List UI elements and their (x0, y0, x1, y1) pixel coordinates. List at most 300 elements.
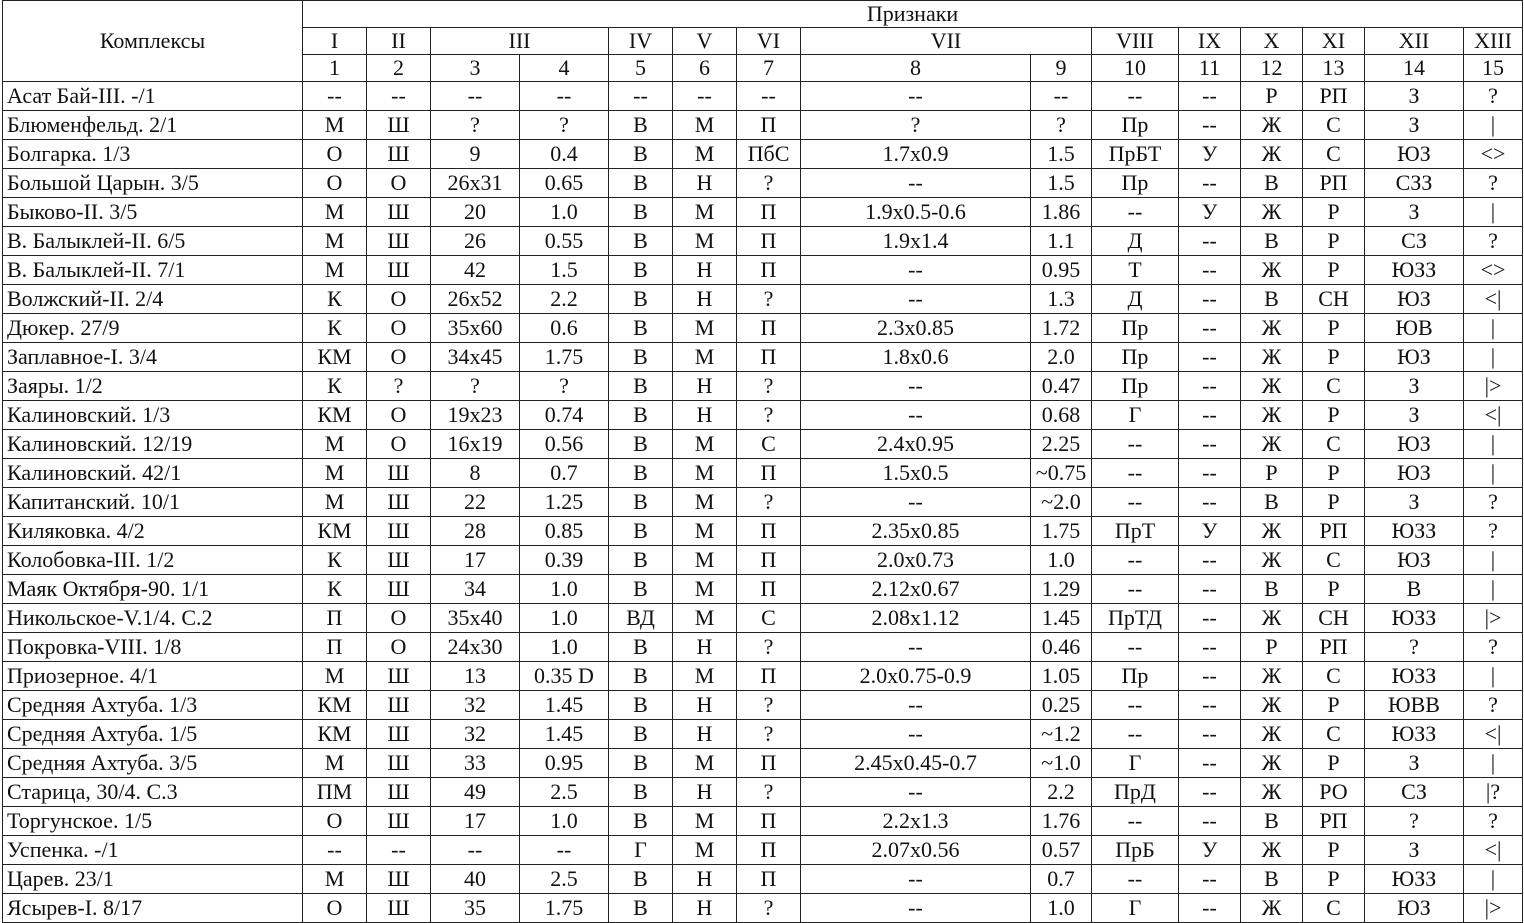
feature-cell-13: Р (1303, 314, 1365, 343)
feature-cell-8: -- (801, 720, 1031, 749)
feature-cell-6: Н (673, 633, 737, 662)
feature-cell-2: Ш (367, 720, 431, 749)
feature-cell-11: -- (1179, 575, 1241, 604)
feature-cell-5: В (609, 430, 673, 459)
feature-cell-15: |> (1464, 372, 1523, 401)
feature-cell-8: 1.9x0.5-0.6 (801, 198, 1031, 227)
table-row (3, 720, 1523, 749)
feature-cell-14: З (1365, 836, 1464, 865)
feature-cell-12: Ж (1241, 401, 1303, 430)
feature-cell-5: В (609, 807, 673, 836)
feature-cell-9: ~1.2 (1031, 720, 1092, 749)
feature-cell-13: Р (1303, 836, 1365, 865)
feature-cell-10: -- (1092, 198, 1179, 227)
feature-cell-3: 22 (431, 488, 520, 517)
feature-cell-1: П (303, 633, 367, 662)
feature-cell-7: ? (737, 488, 801, 517)
group-header-9: IX (1179, 28, 1241, 55)
feature-cell-13: Р (1303, 227, 1365, 256)
feature-cell-13: РП (1303, 633, 1365, 662)
feature-cell-13: С (1303, 372, 1365, 401)
table-row (3, 691, 1523, 720)
feature-cell-15: <> (1464, 256, 1523, 285)
feature-cell-12: Ж (1241, 372, 1303, 401)
feature-cell-15: |> (1464, 604, 1523, 633)
column-number-6: 6 (673, 55, 737, 82)
complex-name-cell: Средняя Ахтуба. 3/5 (3, 749, 303, 778)
feature-cell-7: ? (737, 778, 801, 807)
feature-cell-9: 0.68 (1031, 401, 1092, 430)
feature-cell-12: В (1241, 169, 1303, 198)
feature-cell-8: -- (801, 894, 1031, 923)
feature-cell-11: -- (1179, 430, 1241, 459)
feature-cell-3: 32 (431, 691, 520, 720)
feature-cell-15: | (1464, 314, 1523, 343)
feature-cell-8: -- (801, 778, 1031, 807)
table-row (3, 401, 1523, 430)
feature-cell-5: В (609, 720, 673, 749)
feature-cell-3: 33 (431, 749, 520, 778)
feature-cell-1: О (303, 807, 367, 836)
feature-cell-14: З (1365, 749, 1464, 778)
feature-cell-3: 17 (431, 546, 520, 575)
feature-cell-11: -- (1179, 778, 1241, 807)
column-number-11: 11 (1179, 55, 1241, 82)
header-row-title (3, 1, 1523, 28)
feature-cell-8: 2.12x0.67 (801, 575, 1031, 604)
feature-cell-3: -- (431, 836, 520, 865)
feature-cell-6: -- (673, 82, 737, 111)
feature-cell-6: М (673, 140, 737, 169)
feature-cell-6: Н (673, 865, 737, 894)
table-row (3, 198, 1523, 227)
table-row (3, 285, 1523, 314)
feature-cell-7: ? (737, 720, 801, 749)
feature-cell-10: Пр (1092, 343, 1179, 372)
feature-cell-11: -- (1179, 488, 1241, 517)
feature-cell-10: -- (1092, 720, 1179, 749)
feature-cell-2: О (367, 430, 431, 459)
feature-cell-7: П (737, 807, 801, 836)
feature-cell-8: 2.4x0.95 (801, 430, 1031, 459)
feature-cell-1: К (303, 575, 367, 604)
feature-cell-1: ПМ (303, 778, 367, 807)
feature-cell-3: 40 (431, 865, 520, 894)
feature-cell-3: 26 (431, 227, 520, 256)
feature-cell-6: М (673, 546, 737, 575)
feature-cell-5: В (609, 488, 673, 517)
feature-cell-5: В (609, 778, 673, 807)
feature-cell-2: О (367, 633, 431, 662)
feature-cell-12: В (1241, 865, 1303, 894)
complex-name-cell: Приозерное. 4/1 (3, 662, 303, 691)
feature-cell-12: Ж (1241, 720, 1303, 749)
group-header-2: II (367, 28, 431, 55)
feature-cell-11: -- (1179, 372, 1241, 401)
column-number-15: 15 (1464, 55, 1523, 82)
table-row (3, 865, 1523, 894)
feature-cell-3: 49 (431, 778, 520, 807)
feature-cell-15: | (1464, 575, 1523, 604)
table-row (3, 517, 1523, 546)
feature-cell-15: ? (1464, 488, 1523, 517)
feature-cell-2: Ш (367, 517, 431, 546)
feature-cell-8: 2.35x0.85 (801, 517, 1031, 546)
feature-cell-6: М (673, 343, 737, 372)
feature-cell-14: ЮЗЗ (1365, 517, 1464, 546)
table-row (3, 575, 1523, 604)
feature-cell-9: 1.75 (1031, 517, 1092, 546)
feature-cell-11: -- (1179, 604, 1241, 633)
feature-cell-9: ~2.0 (1031, 488, 1092, 517)
column-number-5: 5 (609, 55, 673, 82)
feature-cell-9: 0.25 (1031, 691, 1092, 720)
feature-cell-4: 1.75 (520, 894, 609, 923)
complex-name-cell: Дюкер. 27/9 (3, 314, 303, 343)
feature-cell-11: -- (1179, 720, 1241, 749)
complex-name-cell: Успенка. -/1 (3, 836, 303, 865)
feature-cell-6: Н (673, 256, 737, 285)
feature-cell-1: М (303, 227, 367, 256)
feature-cell-13: Р (1303, 401, 1365, 430)
feature-cell-9: ~0.75 (1031, 459, 1092, 488)
complex-name-cell: Маяк Октября-90. 1/1 (3, 575, 303, 604)
features-group-header: Признаки (303, 1, 1523, 28)
feature-cell-11: -- (1179, 633, 1241, 662)
table-row (3, 749, 1523, 778)
feature-cell-6: Н (673, 372, 737, 401)
feature-cell-12: Ж (1241, 517, 1303, 546)
feature-cell-12: Ж (1241, 343, 1303, 372)
feature-cell-10: -- (1092, 459, 1179, 488)
feature-cell-7: ? (737, 372, 801, 401)
feature-cell-12: Ж (1241, 894, 1303, 923)
feature-cell-9: 1.72 (1031, 314, 1092, 343)
feature-cell-7: -- (737, 82, 801, 111)
group-header-6: VI (737, 28, 801, 55)
feature-cell-14: ЮЗЗ (1365, 720, 1464, 749)
complexes-header: Комплексы (3, 1, 303, 82)
feature-cell-1: К (303, 372, 367, 401)
feature-cell-14: ЮВ (1365, 314, 1464, 343)
feature-cell-1: КМ (303, 517, 367, 546)
feature-cell-10: -- (1092, 691, 1179, 720)
feature-cell-14: ЮЗ (1365, 140, 1464, 169)
feature-cell-8: 2.45x0.45-0.7 (801, 749, 1031, 778)
feature-cell-7: П (737, 749, 801, 778)
complex-name-cell: В. Балыклей-II. 6/5 (3, 227, 303, 256)
feature-cell-15: ? (1464, 169, 1523, 198)
feature-cell-5: В (609, 285, 673, 314)
feature-cell-4: ? (520, 372, 609, 401)
feature-cell-8: 2.0x0.73 (801, 546, 1031, 575)
feature-cell-9: ? (1031, 111, 1092, 140)
group-header-8: VIII (1092, 28, 1179, 55)
complex-name-cell: Царев. 23/1 (3, 865, 303, 894)
feature-cell-8: 1.9x1.4 (801, 227, 1031, 256)
feature-cell-2: О (367, 401, 431, 430)
feature-cell-5: В (609, 256, 673, 285)
feature-cell-14: З (1365, 198, 1464, 227)
feature-cell-14: ЮВВ (1365, 691, 1464, 720)
feature-cell-9: 2.25 (1031, 430, 1092, 459)
feature-cell-12: Ж (1241, 604, 1303, 633)
feature-cell-10: ПрД (1092, 778, 1179, 807)
feature-cell-3: 24x30 (431, 633, 520, 662)
group-header-4: IV (609, 28, 673, 55)
feature-cell-3: -- (431, 82, 520, 111)
feature-cell-13: Р (1303, 343, 1365, 372)
feature-cell-12: Ж (1241, 836, 1303, 865)
feature-cell-14: З (1365, 111, 1464, 140)
feature-cell-8: 2.07x0.56 (801, 836, 1031, 865)
complex-name-cell: Колобовка-III. 1/2 (3, 546, 303, 575)
feature-cell-9: 1.76 (1031, 807, 1092, 836)
feature-cell-4: 1.0 (520, 633, 609, 662)
feature-cell-2: О (367, 169, 431, 198)
feature-cell-5: В (609, 691, 673, 720)
feature-cell-7: ? (737, 401, 801, 430)
table-row (3, 111, 1523, 140)
feature-cell-3: 32 (431, 720, 520, 749)
feature-cell-10: -- (1092, 633, 1179, 662)
feature-cell-3: 26x31 (431, 169, 520, 198)
group-header-13: XIII (1464, 28, 1523, 55)
feature-cell-4: 1.0 (520, 575, 609, 604)
feature-cell-3: 35x60 (431, 314, 520, 343)
feature-cell-8: -- (801, 372, 1031, 401)
feature-cell-1: КМ (303, 401, 367, 430)
feature-cell-2: Ш (367, 227, 431, 256)
feature-cell-10: -- (1092, 865, 1179, 894)
feature-cell-14: СЗ (1365, 227, 1464, 256)
feature-cell-5: ВД (609, 604, 673, 633)
feature-cell-8: -- (801, 691, 1031, 720)
feature-cell-5: В (609, 633, 673, 662)
table-row (3, 169, 1523, 198)
feature-cell-9: 2.0 (1031, 343, 1092, 372)
feature-cell-3: 17 (431, 807, 520, 836)
feature-cell-5: В (609, 575, 673, 604)
table-row (3, 662, 1523, 691)
feature-cell-11: -- (1179, 227, 1241, 256)
feature-cell-12: Ж (1241, 662, 1303, 691)
feature-cell-13: РП (1303, 517, 1365, 546)
table-row (3, 633, 1523, 662)
feature-cell-10: ПрТД (1092, 604, 1179, 633)
feature-cell-15: ? (1464, 691, 1523, 720)
complex-name-cell: Никольское-V.1/4. С.2 (3, 604, 303, 633)
feature-cell-3: 42 (431, 256, 520, 285)
complex-name-cell: Покровка-VIII. 1/8 (3, 633, 303, 662)
feature-cell-14: СЗЗ (1365, 169, 1464, 198)
feature-cell-9: 1.0 (1031, 546, 1092, 575)
feature-cell-9: 1.45 (1031, 604, 1092, 633)
feature-cell-7: П (737, 314, 801, 343)
group-header-10: X (1241, 28, 1303, 55)
feature-cell-8: 1.5x0.5 (801, 459, 1031, 488)
feature-cell-14: ЮЗ (1365, 459, 1464, 488)
feature-cell-1: КМ (303, 343, 367, 372)
feature-cell-2: Ш (367, 807, 431, 836)
feature-cell-4: 0.85 (520, 517, 609, 546)
feature-cell-12: Ж (1241, 111, 1303, 140)
feature-cell-6: М (673, 604, 737, 633)
feature-cell-15: | (1464, 343, 1523, 372)
table-row (3, 140, 1523, 169)
feature-cell-13: Р (1303, 459, 1365, 488)
feature-cell-6: М (673, 198, 737, 227)
feature-cell-1: К (303, 314, 367, 343)
feature-cell-11: -- (1179, 865, 1241, 894)
feature-cell-11: -- (1179, 691, 1241, 720)
feature-cell-10: Пр (1092, 169, 1179, 198)
feature-cell-1: М (303, 198, 367, 227)
column-number-8: 8 (801, 55, 1031, 82)
column-number-3: 3 (431, 55, 520, 82)
feature-cell-8: 2.08x1.12 (801, 604, 1031, 633)
feature-cell-11: У (1179, 517, 1241, 546)
column-number-7: 7 (737, 55, 801, 82)
feature-cell-14: З (1365, 488, 1464, 517)
feature-cell-7: ? (737, 285, 801, 314)
feature-cell-4: -- (520, 836, 609, 865)
feature-cell-11: -- (1179, 807, 1241, 836)
feature-cell-12: Р (1241, 459, 1303, 488)
column-number-13: 13 (1303, 55, 1365, 82)
feature-cell-2: О (367, 285, 431, 314)
feature-cell-12: В (1241, 575, 1303, 604)
feature-cell-2: Ш (367, 459, 431, 488)
feature-cell-3: 28 (431, 517, 520, 546)
feature-cell-14: ЮЗЗ (1365, 604, 1464, 633)
feature-cell-11: -- (1179, 401, 1241, 430)
feature-cell-1: М (303, 256, 367, 285)
feature-cell-11: -- (1179, 169, 1241, 198)
feature-cell-1: О (303, 140, 367, 169)
feature-cell-6: М (673, 807, 737, 836)
table-row (3, 227, 1523, 256)
feature-cell-14: ЮЗЗ (1365, 865, 1464, 894)
feature-cell-6: М (673, 227, 737, 256)
feature-cell-12: Ж (1241, 691, 1303, 720)
feature-cell-6: Н (673, 894, 737, 923)
feature-cell-3: 34 (431, 575, 520, 604)
group-header-7: VII (801, 28, 1092, 55)
feature-cell-12: Р (1241, 82, 1303, 111)
feature-cell-6: Н (673, 720, 737, 749)
complex-name-cell: В. Балыклей-II. 7/1 (3, 256, 303, 285)
feature-cell-2: О (367, 314, 431, 343)
feature-cell-12: Ж (1241, 198, 1303, 227)
feature-cell-1: М (303, 662, 367, 691)
feature-cell-13: РО (1303, 778, 1365, 807)
feature-cell-13: Р (1303, 691, 1365, 720)
feature-cell-4: 2.5 (520, 865, 609, 894)
group-header-12: XII (1365, 28, 1464, 55)
feature-cell-4: 2.5 (520, 778, 609, 807)
complex-name-cell: Калиновский. 42/1 (3, 459, 303, 488)
feature-cell-3: 26x52 (431, 285, 520, 314)
feature-cell-13: РП (1303, 169, 1365, 198)
feature-cell-5: В (609, 169, 673, 198)
feature-cell-8: 2.2x1.3 (801, 807, 1031, 836)
feature-cell-14: ЮЗ (1365, 546, 1464, 575)
feature-cell-5: -- (609, 82, 673, 111)
feature-cell-7: П (737, 198, 801, 227)
feature-cell-9: 1.05 (1031, 662, 1092, 691)
feature-cell-3: 8 (431, 459, 520, 488)
feature-cell-1: КМ (303, 720, 367, 749)
feature-cell-4: 1.0 (520, 807, 609, 836)
feature-cell-6: М (673, 517, 737, 546)
feature-cell-11: У (1179, 140, 1241, 169)
feature-cell-1: П (303, 604, 367, 633)
feature-cell-5: В (609, 227, 673, 256)
table-row (3, 343, 1523, 372)
feature-cell-8: -- (801, 633, 1031, 662)
feature-cell-3: 34x45 (431, 343, 520, 372)
complex-name-cell: Капитанский. 10/1 (3, 488, 303, 517)
feature-cell-1: М (303, 865, 367, 894)
feature-cell-6: М (673, 488, 737, 517)
feature-cell-13: Р (1303, 198, 1365, 227)
feature-cell-3: 19x23 (431, 401, 520, 430)
feature-cell-5: В (609, 314, 673, 343)
feature-cell-9: 0.46 (1031, 633, 1092, 662)
column-number-1: 1 (303, 55, 367, 82)
feature-cell-5: В (609, 343, 673, 372)
feature-cell-12: В (1241, 807, 1303, 836)
feature-cell-2: Ш (367, 662, 431, 691)
table-body (3, 82, 1523, 923)
feature-cell-7: П (737, 575, 801, 604)
feature-cell-10: Г (1092, 894, 1179, 923)
feature-cell-12: Ж (1241, 546, 1303, 575)
feature-cell-8: ? (801, 111, 1031, 140)
table-row (3, 256, 1523, 285)
feature-cell-7: П (737, 459, 801, 488)
feature-cell-14: З (1365, 401, 1464, 430)
feature-cell-7: ? (737, 691, 801, 720)
feature-cell-4: 0.74 (520, 401, 609, 430)
table-row (3, 894, 1523, 923)
feature-cell-6: Н (673, 778, 737, 807)
feature-cell-5: В (609, 517, 673, 546)
feature-cell-3: 35x40 (431, 604, 520, 633)
feature-cell-6: М (673, 314, 737, 343)
feature-cell-10: Пр (1092, 662, 1179, 691)
feature-cell-9: 1.3 (1031, 285, 1092, 314)
feature-cell-5: В (609, 749, 673, 778)
complex-name-cell: Большой Царын. 3/5 (3, 169, 303, 198)
feature-cell-7: П (737, 517, 801, 546)
table-row (3, 488, 1523, 517)
feature-cell-11: -- (1179, 662, 1241, 691)
feature-cell-14: ЮЗ (1365, 343, 1464, 372)
feature-cell-2: Ш (367, 488, 431, 517)
complex-name-cell: Асат Бай-III. -/1 (3, 82, 303, 111)
feature-cell-2: О (367, 343, 431, 372)
feature-cell-4: 0.7 (520, 459, 609, 488)
feature-cell-10: Д (1092, 227, 1179, 256)
feature-cell-10: -- (1092, 575, 1179, 604)
feature-cell-10: -- (1092, 430, 1179, 459)
feature-cell-15: |? (1464, 778, 1523, 807)
feature-cell-2: Ш (367, 865, 431, 894)
feature-cell-15: ? (1464, 82, 1523, 111)
feature-cell-7: П (737, 836, 801, 865)
